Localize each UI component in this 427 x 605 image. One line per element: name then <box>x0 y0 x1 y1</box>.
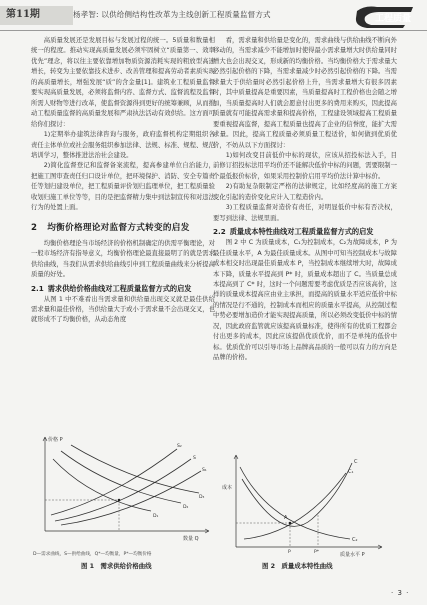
failure-cost-curve-c2 <box>240 467 350 539</box>
svg-text:D₃: D₃ <box>199 495 205 500</box>
svg-text:C: C <box>354 459 358 465</box>
subsection-heading-2-2: 2.2 质量成本特性曲线对工程质量监督方式的启发 <box>213 227 374 237</box>
left-paragraph-4: 均衡价格理论当市场经济的价格机制确定的供需平衡理论，对一般市场经济有指导意义，均衡价格理论最直接最明了的就是需求供给曲线，当我们从需求供给曲线引申到工程质量曲线来分析提高质量的好处。 <box>31 239 215 279</box>
figure-1-caption: 图 1 需求供给价格曲线 <box>81 562 152 570</box>
figure-2-caption: 图 2 质量成本特性曲线 <box>262 562 333 570</box>
right-paragraph-4: 3)工程质量监督对造价有责任，对明显低价中标有否决权，要写到法律、法规里面。 <box>213 204 397 222</box>
figure-1 <box>31 429 215 571</box>
svg-text:C₁: C₁ <box>348 469 354 475</box>
page-number: · 3 · <box>391 589 410 597</box>
journal-logo <box>353 3 417 29</box>
svg-text:S: S <box>193 456 196 461</box>
optimal-cost-point <box>289 522 292 525</box>
svg-text:P: P <box>288 550 291 555</box>
figure-1-legend: D—需求曲线，S—供给曲线，Q*—均衡量，P*—均衡价格 <box>33 552 152 557</box>
header-text <box>6 8 271 21</box>
subsection-heading-2-1: 2.1 需求供给价格曲线对工程质量监督方式的启发 <box>31 283 192 293</box>
svg-text:A: A <box>284 515 288 521</box>
left-paragraph-2: 1)定期举办建筑法律咨询与服务，政府监督机构定期组织各责任主体单位或社会服务组织参加法律、法规、标准、规程、规范培训学习，整体推进法治社会建设。 <box>31 131 215 159</box>
svg-text:S₂: S₂ <box>177 444 182 449</box>
supply-curve-s <box>55 459 191 521</box>
equilibrium-point <box>118 499 121 502</box>
issue-number: 第11期 <box>6 9 40 20</box>
right-paragraph-2: 1)如何改变目前低价中标的现状，应该从招投标法入手，目前修订招投标法用平均价还不能解决低价中标的问题，需要限制一个最低报价标价，如果采用控制价启用平均价法计算中标价。 <box>213 151 397 180</box>
svg-text:D₁: D₁ <box>153 514 159 519</box>
header-rule <box>0 30 427 31</box>
right-column <box>213 36 397 364</box>
right-paragraph-5: 图 2 中 C 为质量成本，C₁为控制成本，C₂为故障成本，P 为最佳质量水平，A 为最佳质量成本。从图中可知当控制成本与故障成本相交时出现最佳质量成本 P，当控制成本继续增大时，故障成本下降，质量水平提高到 P* 时，质量成本超出了 C。当质量总成本提高到了 C* 时，这时一个问题需要考虑优质是否应该高价，这样的质量成本提高应由业主承担，而提高的质量水平适应低价中标的情况是行不通的，控制成本而相应的质量水平提高，从控制过程中势必要增加造价才能实现提高质量，所以必须改变低价中标的情况，因此政府监管就应该提高质量标准，使得所有的优质工程都会付出更多的成本，因此应该提倡优质优价，而不是单纯的低价中标。优质优价可以引导市场上品牌高品质的一般可以有力的方向是品牌的价格。 <box>213 239 397 362</box>
demand-curve-d3 <box>71 445 199 493</box>
left-column <box>31 36 215 326</box>
svg-text:D₂: D₂ <box>183 505 189 510</box>
quality-cost-chart <box>222 449 397 559</box>
control-cost-curve-c1 <box>244 473 346 539</box>
left-paragraph-1: 高质量发展还是发展目标与发展过程的统一。5质量和数量相统一的程度。推动实现高质量发展必须牢固树立“质量第一、效率优先”理念，将以往主要依靠增加物质资源消耗实现的粗放型高速增长，转变为主要依靠技术进步、改善管理和提高劳动者素质实现的高质量增长，增强发展“质”的含金量[1]。建筑业工程质量监督要实现高质量发展，必须将监督内容、监督方式、监督流程及监督所需人财物等进行改革，使监督资源得到更好的统筹兼顾，从而推动工程质量监督的高质量发展和严肃执法活动有效供给。这方面可给你们探讨： <box>31 37 215 128</box>
svg-text:C₂: C₂ <box>352 537 358 543</box>
y-axis-label: 成本 <box>222 485 233 491</box>
supply-curve-s1 <box>61 471 201 525</box>
svg-text:P*: P* <box>314 550 320 555</box>
x-axis-label: 数量 Q <box>183 536 199 542</box>
running-title: 杨孝智: 以供给侧结构性改革为主线创新工程质量监督方式 <box>72 10 271 19</box>
svg-text:S₁: S₁ <box>202 468 207 473</box>
figure-2 <box>222 449 397 571</box>
section-heading-2: 2 均衡价格理论对监督方式转变的启发 <box>31 222 190 233</box>
supply-demand-chart <box>31 429 215 549</box>
page-header <box>0 0 427 31</box>
y-axis-label: 价格 P <box>48 437 63 443</box>
demand-curve-d1 <box>53 459 151 511</box>
right-paragraph-1: 看，需求量和供给量是变化的，需求曲线与供给曲线不断向外移动的，当需求减少不能增加时使得最小需求量增大时供给量同时增大也会出现交叉，形成新的均衡价格。当均衡价格大于需求量大必然引起价格的下降，当需求量减少时必然引起价格的下降。当需求量大于供给量时必然引起价格上升，当需求量增大有很多因素时，其中质量提高是重要因素，当质量提高时工程价格也会随之增加，当质量提高时人们就会愿意付出更多的费用来购买，因此提高质量就有可能提高需求量和提高价格，工程建设领域提高工程质量要重视提高监督，提高工程质量也提高了企业的信誉度，能扩大需求量。因此，提高工程质量必须质量工程适价，如何做到优质优价，不妨从以下方面探讨： <box>213 37 397 149</box>
right-paragraph-3: 2)有助复杂限制定严格的法律规定，比如经度高的施工方案变化引起的造价变化应计入工程造价内。 <box>213 183 397 201</box>
left-paragraph-3: 2)简化监督登记和监督备案流程，提高参建单位自治能力，把施工图审查责任归口设计单位，把环境保护、消防、安全专篇责任等划归建设单位，把工程质量评价划归监理单位，把工程质量验收划归施工单位等等，目的是把监督精力集中到法制宣传和对违法行为的处置上面。 <box>31 162 215 212</box>
svg-text:工程质量: 工程质量 <box>375 14 412 24</box>
x-axis-label: 质量水平 P <box>340 552 365 558</box>
left-paragraph-5: 从图 1 中不难看出当需求量和供给量出现交叉就是最佳供给需求量和最佳价格，当供给量大于或小于需求量不会出现交叉，也就形成不了均衡价格，从动态角度 <box>31 295 215 324</box>
